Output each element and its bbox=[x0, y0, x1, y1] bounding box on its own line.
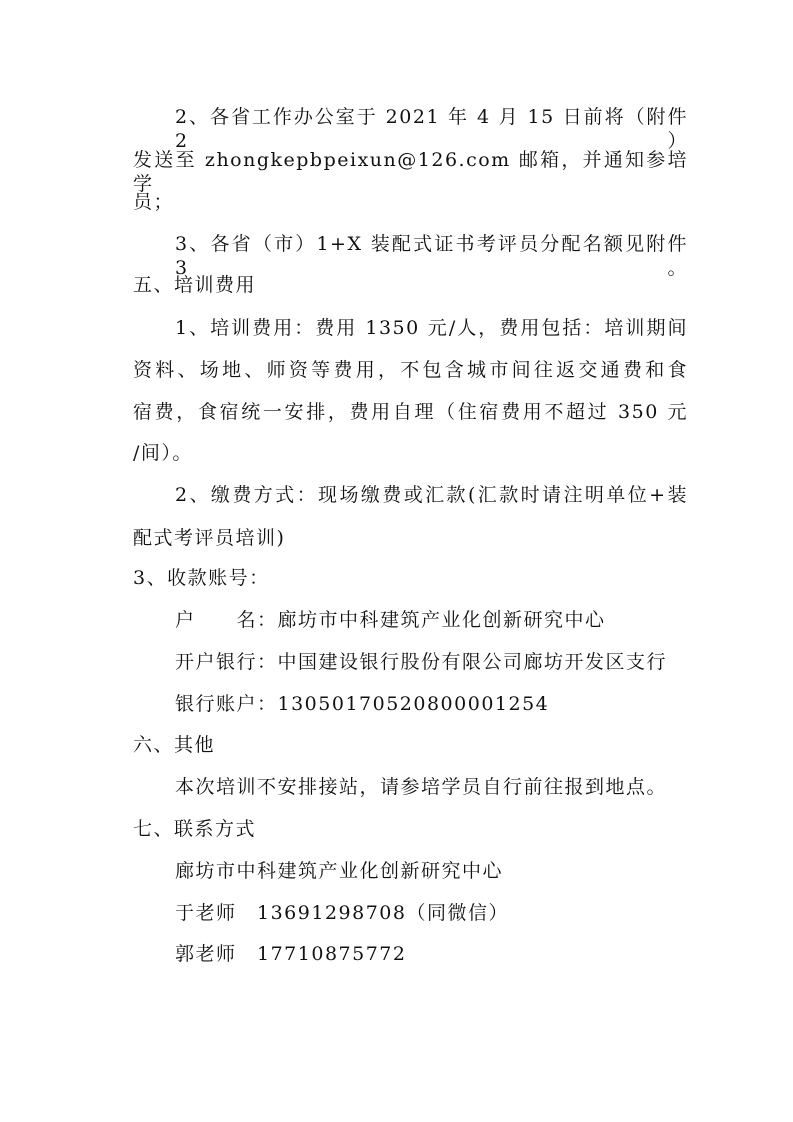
contact-person: 郭老师 17710875772 bbox=[175, 943, 407, 965]
paragraph-line: 发送至 zhongkepbpeixun@126.com 邮箱，并通知参培学 bbox=[133, 149, 688, 195]
paragraph-line: 本次培训不安排接站，请参培学员自行前往报到地点。 bbox=[175, 776, 668, 798]
paragraph-line: 配式考评员培训) bbox=[133, 527, 286, 549]
paragraph-line: 2、缴费方式：现场缴费或汇款(汇款时请注明单位+装 bbox=[175, 484, 688, 506]
section-heading: 六、其他 bbox=[133, 734, 216, 756]
paragraph-line: 2、各省工作办公室于 2021 年 4 月 15 日前将（附件 2） bbox=[175, 106, 688, 152]
account-name: 户 名：廊坊市中科建筑产业化创新研究中心 bbox=[175, 609, 606, 631]
section-heading: 五、培训费用 bbox=[133, 274, 257, 296]
paragraph-line: 资料、场地、师资等费用，不包含城市间往返交通费和食 bbox=[133, 359, 688, 381]
paragraph-line: 宿费，食宿统一安排，费用自理（住宿费用不超过 350 元 bbox=[133, 401, 688, 423]
bank-account-number: 银行账户：13050170520800001254 bbox=[175, 693, 550, 715]
bank-name: 开户银行：中国建设银行股份有限公司廊坊开发区支行 bbox=[175, 651, 668, 673]
paragraph-line: 3、各省（市）1+X 装配式证书考评员分配名额见附件 3。 bbox=[175, 233, 688, 279]
paragraph-line: 1、培训费用：费用 1350 元/人，费用包括：培训期间 bbox=[175, 317, 688, 339]
subsection-heading: 3、收款账号： bbox=[133, 567, 270, 589]
section-heading: 七、联系方式 bbox=[133, 818, 257, 840]
contact-person: 于老师 13691298708（同微信） bbox=[175, 902, 509, 924]
paragraph-line: 员； bbox=[133, 191, 175, 213]
contact-organization: 廊坊市中科建筑产业化创新研究中心 bbox=[175, 860, 504, 882]
paragraph-line: /间）。 bbox=[133, 442, 193, 464]
